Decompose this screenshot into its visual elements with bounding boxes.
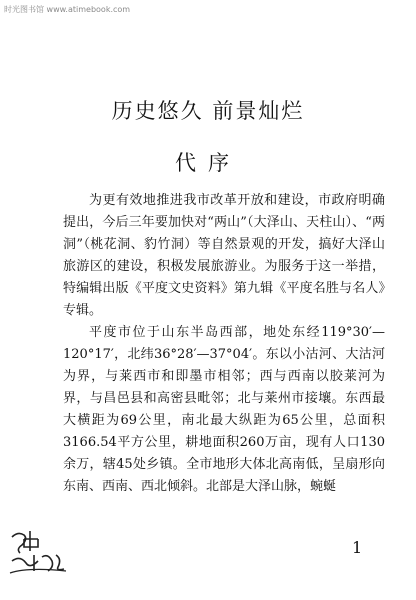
body-text	[63, 190, 385, 498]
watermark-text: 时光图书馆 www.atimebook.com	[4, 5, 131, 14]
paragraph-1: 为更有效地推进我市改革开放和建设，市政府明确提出，今后三年要加快对“两山”（大泽山、天柱山）、“两洞”（桃花洞、豹竹洞）等自然景观的开发，搞好大泽山旅游区的建设，积极发展旅游业。为服务于这一举措，特编辑出版《平度文史资料》第九辑《平度名胜与名人》专辑。	[63, 193, 385, 318]
handwritten-signature	[8, 525, 70, 579]
paragraph-2: 平度市位于山东半岛西部，地处东经119°30′—120°17′，北纬36°28′—37°04′。东以小沽河、大沽河为界，与莱西市和即墨市相邻；西与西南以胶莱河为界，与昌邑县和高密县毗邻；北与莱州市接壤。东西最大横距为69公里，南北最大纵距为65公里，总面积3166.54平方公里，耕地面积260万亩，现有人口130余万，辖45处乡镇。全市地形大体北高南低，呈扇形向东南、西南、西北倾斜。北部是大泽山脉，蜿蜒	[63, 325, 385, 494]
page-subtitle: 代序	[175, 151, 241, 175]
page-title: 历史悠久 前景灿烂	[111, 99, 305, 123]
page-number: 1	[352, 538, 363, 557]
